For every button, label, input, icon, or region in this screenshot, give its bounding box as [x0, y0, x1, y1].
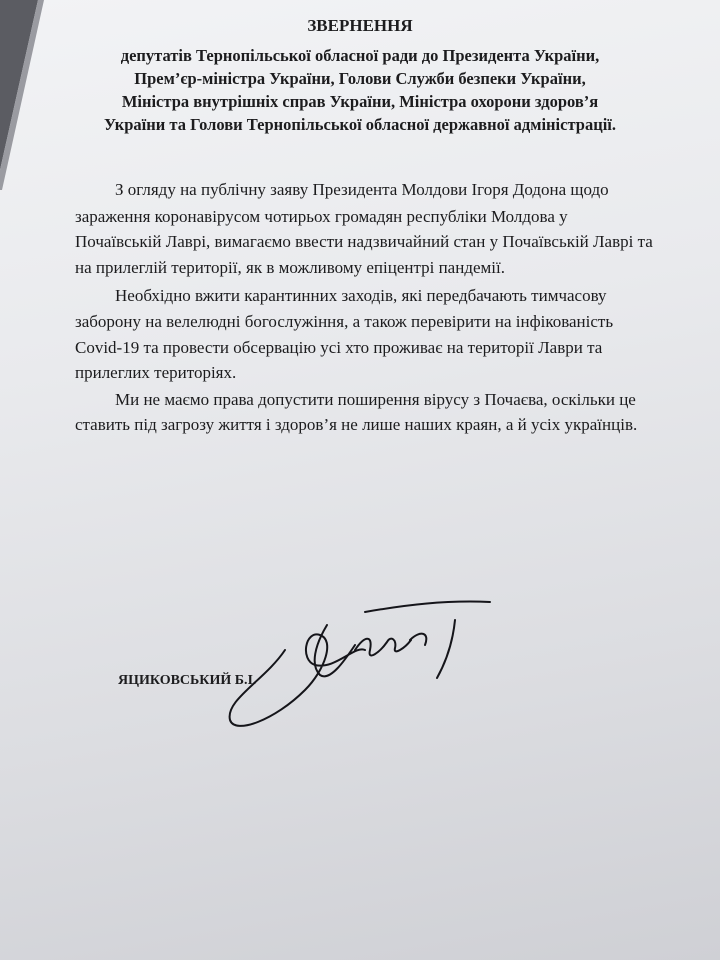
header-line: депутатів Тернопільської обласної ради до Президента України, [120, 46, 600, 65]
body-line: Covid-19 та провести обсервацію усі хто проживає на території Лаври та [75, 338, 603, 357]
body-line: Почаївській Лаврі, вимагаємо ввести надзвичайний стан у Почаївській Лаврі та [75, 232, 653, 251]
header-line: Прем’єр-міністра України, Голови Служби безпеки України, [134, 69, 586, 88]
body-line: Необхідно вжити карантинних заходів, які передбачають тимчасову [115, 286, 607, 305]
body-line: З огляду на публічну заяву Президента Молдови Ігоря Додона щодо [115, 180, 609, 199]
header-line: Міністра внутрішніх справ України, Міністра охорони здоров’я [121, 92, 599, 111]
body-line: Ми не маємо права допустити поширення вірусу з Почаєва, оскільки це [115, 390, 636, 409]
signatory-name: ЯЦИКОВСЬКИЙ Б.І. [118, 673, 257, 688]
body-line: зараження коронавірусом чотирьох громадян республіки Молдова у [75, 207, 568, 226]
document-title: ЗВЕРНЕННЯ [307, 16, 413, 35]
handwritten-signature [215, 590, 505, 740]
body-line: прилеглих територіях. [75, 363, 237, 382]
body-line: ставить під загрозу життя і здоров’я не лише наших краян, а й усіх українців. [75, 415, 638, 434]
header-line: України та Голови Тернопільської обласної державної адміністрації. [103, 115, 616, 134]
body-line: на прилеглій території, як в можливому епіцентрі пандемії. [75, 258, 505, 277]
body-line: заборону на велелюдні богослужіння, а також перевірити на інфікованість [75, 312, 614, 331]
